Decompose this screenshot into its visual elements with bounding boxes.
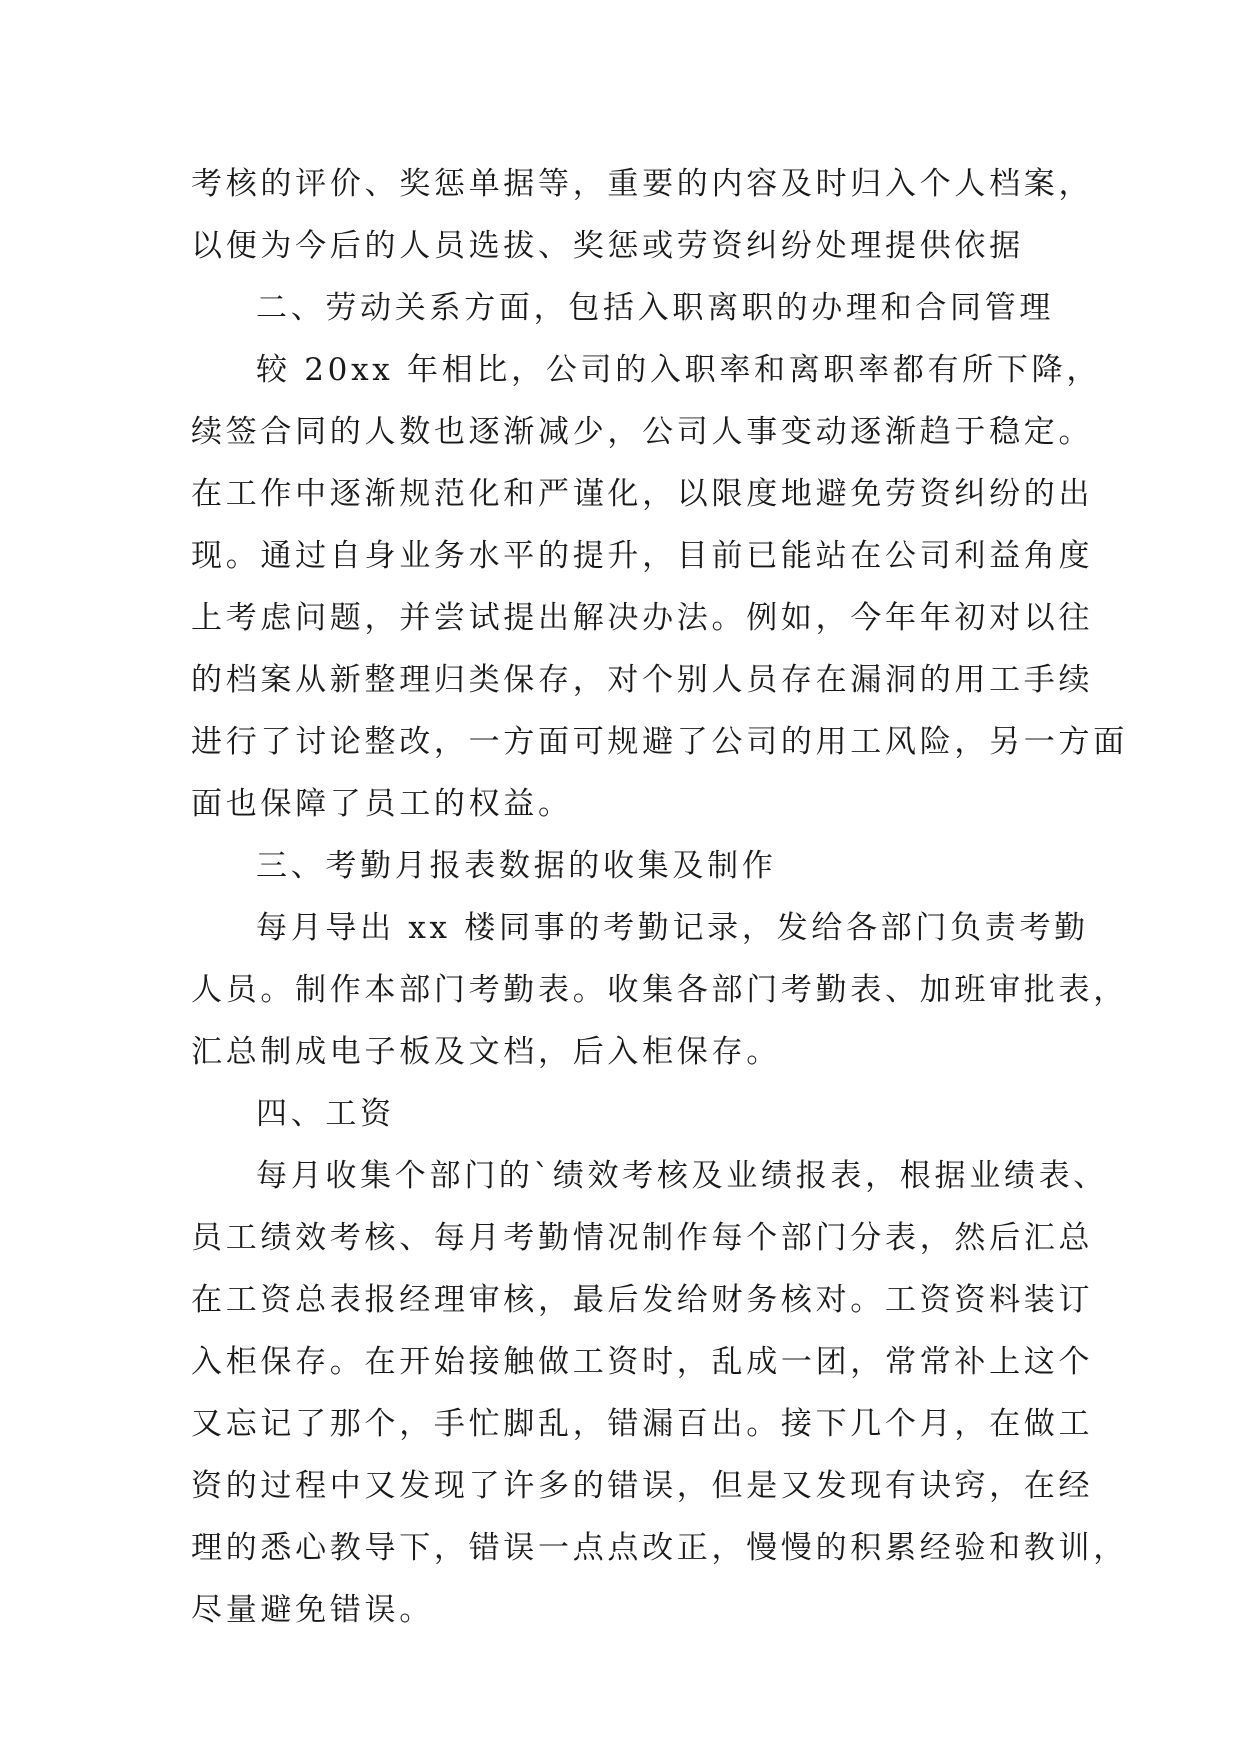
text-line: 现。通过自身业务水平的提升，目前已能站在公司利益角度	[191, 538, 1094, 574]
text-line: 在工作中逐渐规范化和严谨化，以限度地避免劳资纠纷的出	[191, 476, 1094, 512]
text-line: 人员。制作本部门考勤表。收集各部门考勤表、加班审批表，	[191, 972, 1128, 1008]
text-line: 以便为今后的人员选拔、奖惩或劳资纠纷处理提供依据	[191, 228, 1024, 264]
text-line: 理的悉心教导下，错误一点点改正，慢慢的积累经验和教训，	[191, 1530, 1128, 1566]
text-line: 尽量避免错误。	[191, 1592, 434, 1628]
text-line: 又忘记了那个，手忙脚乱，错漏百出。接下几个月，在做工	[191, 1406, 1094, 1442]
text-line: 每月导出 xx 楼同事的考勤记录，发给各部门负责考勤	[256, 910, 1089, 946]
text-line: 进行了讨论整改，一方面可规避了公司的用工风险，另一方面	[191, 724, 1128, 760]
text-line: 面也保障了员工的权益。	[191, 786, 573, 822]
text-line: 考核的评价、奖惩单据等，重要的内容及时归入个人档案，	[191, 166, 1094, 202]
text-line: 汇总制成电子板及文档，后入柜保存。	[191, 1034, 781, 1070]
section-heading: 四、工资	[256, 1096, 395, 1132]
section-heading: 三、考勤月报表数据的收集及制作	[256, 848, 777, 884]
section-heading: 二、劳动关系方面，包括入职离职的办理和合同管理	[256, 290, 1055, 326]
text-line: 资的过程中又发现了许多的错误，但是又发现有诀窍，在经	[191, 1468, 1094, 1504]
text-line: 入柜保存。在开始接触做工资时，乱成一团，常常补上这个	[191, 1344, 1094, 1380]
text-line: 员工绩效考核、每月考勤情况制作每个部门分表，然后汇总	[191, 1220, 1094, 1256]
text-line: 在工资总表报经理审核，最后发给财务核对。工资资料装订	[191, 1282, 1094, 1318]
text-line: 的档案从新整理归类保存，对个别人员存在漏洞的用工手续	[191, 662, 1094, 698]
text-line: 每月收集个部门的`绩效考核及业绩报表，根据业绩表、	[256, 1158, 1108, 1194]
text-line: 上考虑问题，并尝试提出解决办法。例如，今年年初对以往	[191, 600, 1094, 636]
text-line: 较 20xx 年相比，公司的入职率和离职率都有所下降，	[256, 352, 1102, 388]
text-line: 续签合同的人数也逐渐减少，公司人事变动逐渐趋于稳定。	[191, 414, 1094, 450]
document-page	[191, 153, 1128, 1641]
